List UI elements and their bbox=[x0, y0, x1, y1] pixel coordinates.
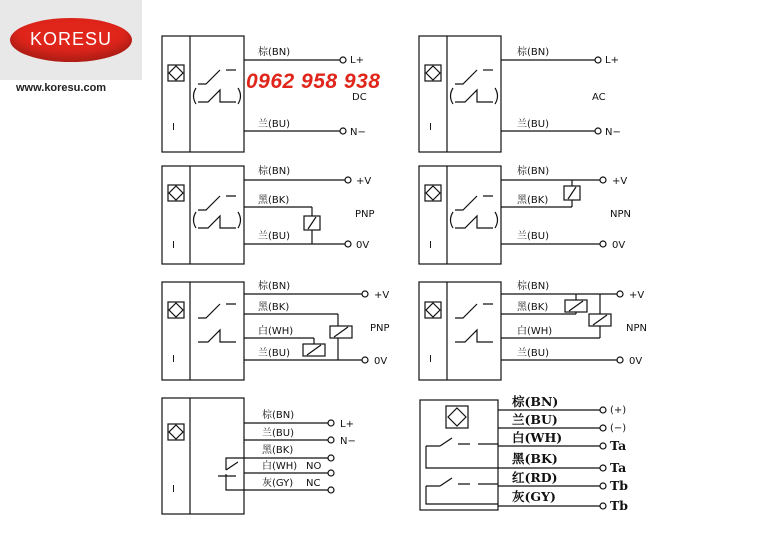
wire-label: 黑(BK) bbox=[517, 195, 549, 206]
diagram-npn-4wire bbox=[419, 279, 647, 380]
sensor-symbol: I bbox=[429, 122, 432, 133]
wire-label: 黑(BK) bbox=[258, 302, 290, 313]
wire-label: 黑(BK) bbox=[262, 445, 294, 456]
diagram-pnp-3wire bbox=[162, 164, 375, 264]
terminal-label: N− bbox=[350, 127, 366, 138]
contact-type-label: NO bbox=[306, 461, 322, 472]
terminal-label: +V bbox=[629, 290, 645, 301]
sensor-diamond-icon bbox=[446, 406, 468, 428]
wire-label: 黑(BK) bbox=[517, 302, 549, 313]
diagram-6wire-relay bbox=[420, 394, 628, 513]
wire-label: 兰(BU) bbox=[517, 119, 549, 130]
terminal-label: +V bbox=[612, 176, 628, 187]
type-label: DC bbox=[352, 92, 367, 103]
wire-label: 兰(BU) bbox=[258, 231, 290, 242]
logo-text: KORESU bbox=[29, 29, 113, 49]
terminal-label: N− bbox=[605, 127, 621, 138]
terminal-label: N− bbox=[340, 436, 356, 447]
terminal-label: +V bbox=[356, 176, 372, 187]
terminal-label: Ta bbox=[610, 438, 627, 453]
sensor-body bbox=[420, 400, 498, 510]
wire-label: 白(WH) bbox=[258, 326, 294, 337]
wire-label: 兰(BU) bbox=[258, 119, 290, 130]
wire-label: 白(WH) bbox=[512, 430, 563, 445]
sensor-body bbox=[162, 282, 244, 380]
terminal-label: 0V bbox=[612, 240, 626, 251]
type-label: PNP bbox=[370, 323, 390, 334]
wire-label: 棕(BN) bbox=[517, 47, 550, 58]
wire-label: 棕(BN) bbox=[517, 281, 550, 292]
sensor-symbol: I bbox=[172, 484, 175, 495]
diagram-dc-2wire bbox=[162, 36, 367, 152]
terminal-label: Tb bbox=[610, 478, 629, 493]
terminal-label: +V bbox=[374, 290, 390, 301]
sensor-symbol: I bbox=[429, 354, 432, 365]
terminal-label: L+ bbox=[605, 55, 619, 66]
wire-label: 棕(BN) bbox=[262, 410, 295, 421]
sensor-diamond-icon bbox=[425, 185, 441, 201]
terminal-label: (−) bbox=[610, 423, 627, 434]
terminal-label: 0V bbox=[374, 356, 388, 367]
wire-label: 灰(GY) bbox=[512, 489, 556, 504]
sensor-body bbox=[162, 398, 244, 514]
switch-contact bbox=[198, 70, 220, 84]
sensor-body bbox=[162, 36, 244, 152]
switch-contact bbox=[198, 90, 236, 102]
type-label: AC bbox=[592, 92, 606, 103]
phone-number: 0962 958 938 bbox=[246, 70, 381, 93]
diagram-pnp-4wire bbox=[162, 279, 390, 380]
type-label: PNP bbox=[355, 209, 375, 220]
terminal-label: Tb bbox=[610, 498, 629, 513]
wire-label: 黑(BK) bbox=[258, 195, 290, 206]
sensor-symbol: I bbox=[429, 240, 432, 251]
wire-label: 兰(BU) bbox=[517, 348, 549, 359]
type-label: NPN bbox=[626, 323, 647, 334]
wire-label: 兰(BU) bbox=[258, 348, 290, 359]
wire-label: 棕(BN) bbox=[258, 281, 291, 292]
diagram-5wire-relay bbox=[162, 398, 356, 514]
wire-label: 白(WH) bbox=[262, 461, 298, 472]
terminal-label: 0V bbox=[356, 240, 370, 251]
terminal-label: L+ bbox=[340, 419, 354, 430]
sensor-body bbox=[419, 36, 501, 152]
terminal-label: L+ bbox=[350, 55, 364, 66]
terminal-label: (+) bbox=[610, 405, 627, 416]
wire-label: 兰(BU) bbox=[512, 412, 558, 427]
sensor-diamond-icon bbox=[168, 65, 184, 81]
terminal-label: 0V bbox=[629, 356, 643, 367]
sensor-body bbox=[419, 282, 501, 380]
wire-label: 灰(GY) bbox=[262, 478, 294, 489]
sensor-diamond-icon bbox=[425, 302, 441, 318]
website-url: www.koresu.com bbox=[16, 82, 107, 94]
diagram-ac-2wire bbox=[419, 36, 621, 152]
wire-label: 棕(BN) bbox=[258, 47, 291, 58]
wire-label: 红(RD) bbox=[512, 470, 558, 485]
terminal-label: Ta bbox=[610, 460, 627, 475]
wire-label: 黑(BK) bbox=[512, 451, 558, 466]
sensor-symbol: I bbox=[172, 354, 175, 365]
type-label: NPN bbox=[610, 209, 631, 220]
sensor-diamond-icon bbox=[168, 302, 184, 318]
sensor-diamond-icon bbox=[168, 185, 184, 201]
wire-label: 棕(BN) bbox=[512, 394, 559, 409]
wire-label: 棕(BN) bbox=[517, 166, 550, 177]
wire-label: 白(WH) bbox=[517, 326, 553, 337]
wire-label: 兰(BU) bbox=[517, 231, 549, 242]
sensor-diamond-icon bbox=[168, 424, 184, 440]
sensor-symbol: I bbox=[172, 122, 175, 133]
diagram-npn-3wire bbox=[419, 164, 631, 264]
wire-label: 棕(BN) bbox=[258, 166, 291, 177]
wire-label: 兰(BU) bbox=[262, 428, 294, 439]
sensor-diamond-icon bbox=[425, 65, 441, 81]
sensor-symbol: I bbox=[172, 240, 175, 251]
contact-type-label: NC bbox=[306, 478, 321, 489]
